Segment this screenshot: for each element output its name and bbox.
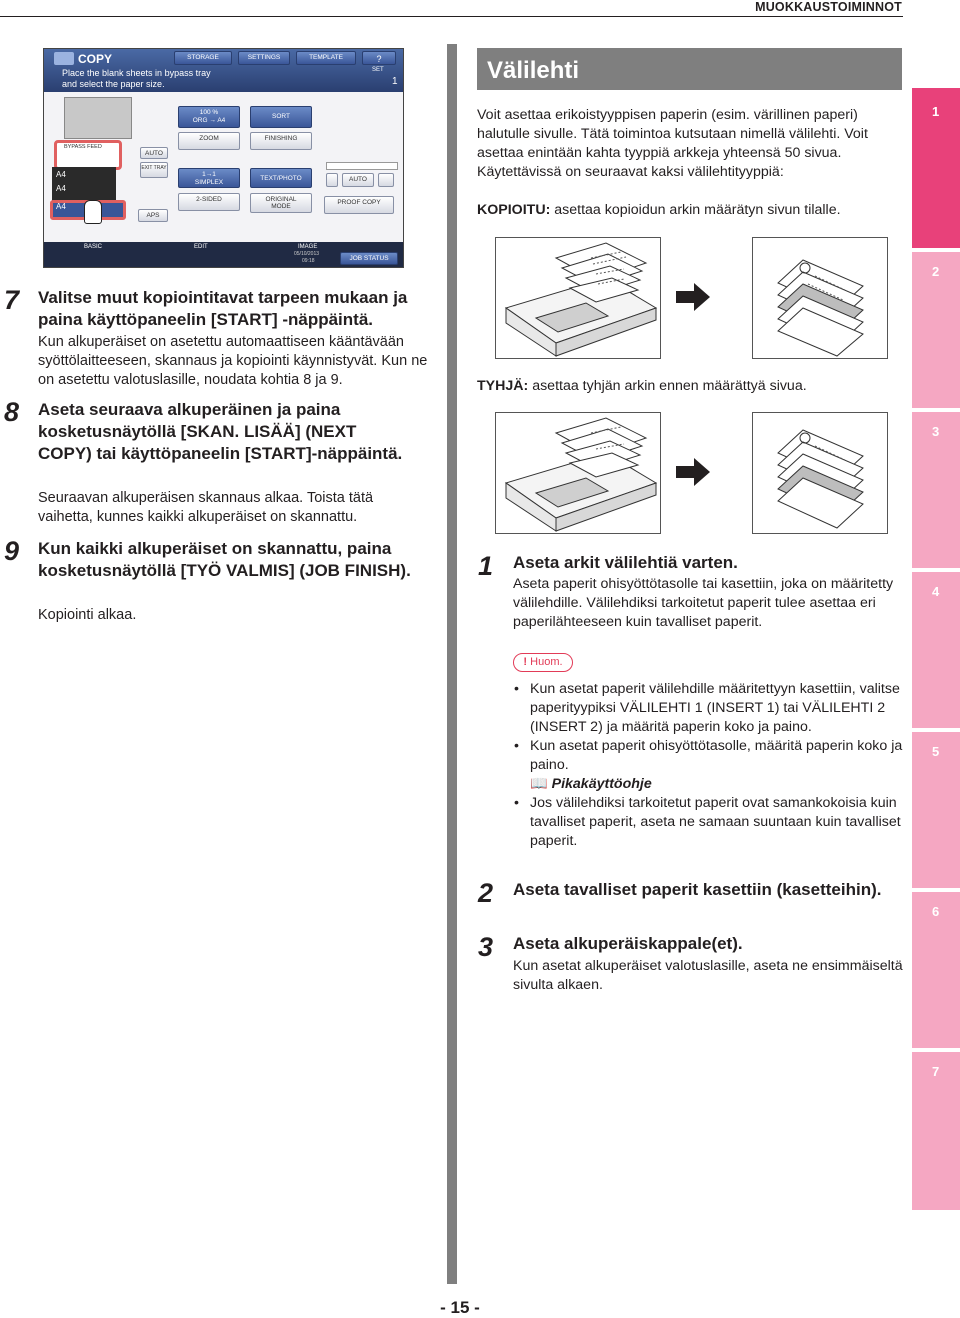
screen-title-bar [44,49,403,92]
step-heading: Kun kaikki alkuperäiset on skannattu, paina kosketusnäytöllä [TYÖ VALMIS] (JOB FINISH). [38,539,411,580]
step-number: 8 [4,397,20,427]
section-title: Välilehti [487,57,580,84]
step-number: 3 [478,932,494,962]
exit-tray-button: EXIT TRAY [140,162,168,178]
screen-bottom-tabs [44,242,403,267]
original-mode-line2: MODE [271,203,291,210]
chapter-tab-label: 6 [932,904,940,919]
step-number: 9 [4,536,20,566]
screen-title: COPY [78,52,113,66]
zoom-percent: 100 % [199,109,219,116]
step-heading: Aseta arkit välilehtiä varten. [513,553,738,572]
aps-button: APS [138,209,168,222]
zoom-button: ZOOM [178,132,240,150]
note-item: • Kun asetat paperit välilehdille määritettyyn kasettiin, valitse paperityypiksi VÄLILEHTI 1 (INSERT 1) tai VÄLILEHTI 2 (INSERT 2) ja määritä paperin koko ja paino. [513,680,905,737]
copier-illustration [496,413,660,533]
job-status-button: JOB STATUS [340,252,398,265]
bypass-label: BYPASS FEED [64,144,102,150]
chapter-tab-label: 3 [932,424,940,439]
sort-button: SORT [250,106,312,128]
proof-copy-button: PROOF COPY [324,196,394,214]
tyhja-text: asettaa tyhjän arkin ennen määrättyä sivua. [532,378,807,394]
step-body: Seuraavan alkuperäisen skannaus alkaa. Toista tätä vaihetta, kunnes kaikki alkuperäiset on skannattu. [38,490,374,525]
screen-panel [44,92,403,242]
chapter-tab-label: 5 [932,744,940,759]
note-item: • Kun asetat paperit ohisyöttötasolle, määritä paperin koko ja paino. [513,737,905,775]
tray-a4-3: A4 [56,202,66,211]
tab-image: IMAGE [298,244,318,250]
copy-icon [54,52,74,65]
hand-pointer-icon [84,200,102,224]
finishing-button: FINISHING [250,132,312,150]
step-number: 1 [478,551,494,581]
zoom-arrow: → [209,116,216,124]
output-stack-illustration [753,238,887,358]
output-stack-illustration [753,413,887,533]
step-heading: Aseta seuraava alkuperäinen ja paina kosketusnäytöllä [SKAN. LISÄÄ] (NEXT COPY) tai käyttöpaneelin [START]-näppäintä. [38,400,403,463]
step-heading: Aseta tavalliset paperit kasettiin (kasetteihin). [513,880,882,899]
tray-a4-1: A4 [56,170,66,179]
copier-illustration [496,238,660,358]
running-header: MUOKKAUSTOIMINNOT [755,0,902,14]
screen-time: 09:18 [302,258,315,264]
warning-icon: ! [523,656,528,668]
tyhja-label: TYHJÄ: [477,378,529,394]
note-badge-label: Huom. [530,656,563,668]
text-photo-button: TEXT/PHOTO [250,168,312,188]
header-rule [0,16,903,17]
output-stack-figure [752,237,888,359]
book-icon: 📖 [530,776,548,792]
step-body: Kun asetat alkuperäiset valotuslasille, aseta ne ensimmäiseltä sivulta alkaen. [513,958,903,993]
density-lighter-button [326,173,338,187]
chapter-tab-5 [912,732,960,888]
note-list [513,680,905,851]
kopioitu-description [477,201,903,220]
chapter-tab-4 [912,572,960,728]
chapter-tab-label: 7 [932,1064,940,1079]
help-button: ? [362,51,396,65]
chapter-tab-label: 4 [932,584,940,599]
output-stack-with-blank-figure [752,412,888,534]
template-button: TEMPLATE [296,51,356,65]
auto-density-button: AUTO [342,173,374,187]
zoom-a4: A4 [217,116,226,124]
set-label: SET [372,67,384,73]
kopioitu-text: asettaa kopioidun arkin määrätyn sivun tilalle. [554,202,841,218]
zoom-ratio-display [178,106,240,128]
screen-message: and select the paper size. [62,79,165,89]
arrow-right-icon [676,283,710,311]
tab-edit: EDIT [194,244,208,250]
density-scale [326,162,398,170]
copier-icon [64,97,132,139]
tab-basic: BASIC [84,244,103,250]
original-mode-button [250,193,312,213]
chapter-tab-6 [912,892,960,1048]
storage-button: STORAGE [174,51,232,65]
two-sided-button: 2-SIDED [178,193,240,211]
step-heading: Valitse muut kopiointitavat tarpeen mukaan ja paina käyttöpaneelin [START] -näppäintä. [38,288,408,329]
simplex-button [178,168,240,188]
simplex-mode: 1→1 [202,171,216,178]
copier-with-blank-sheet-figure [495,412,661,534]
arrow-right-icon [676,458,710,486]
zoom-org: ORG [192,116,208,124]
step-number: 7 [4,285,20,315]
step-body: Kun alkuperäiset on asetettu automaattiseen kääntävään syöttölaitteeseen, skannaus ja kopiointi käynnistyvät. Kun ne on asetettu valotuslasille, noudata kohtia 8 ja 9. [38,334,428,388]
screen-message: Place the blank sheets in bypass tray [62,68,211,78]
reference-label: Pikakäyttöohje [551,776,652,792]
column-divider [447,44,457,1284]
chapter-tab-label: 2 [932,264,940,279]
tray-a4-2: A4 [56,184,66,193]
copier-touchscreen-figure [43,48,404,268]
note-badge [513,653,573,672]
step-body: Kopiointi alkaa. [38,607,137,623]
note-item: • Jos välilehdiksi tarkoitetut paperit ovat samankokoisia kuin tavalliset paperit, aseta ne samaan suuntaan kuin tavalliset paperit. [513,794,905,851]
settings-button: SETTINGS [238,51,290,65]
auto-button: AUTO [140,147,168,159]
chapter-tab-7 [912,1052,960,1210]
copier-with-originals-figure [495,237,661,359]
tyhja-description [477,377,903,396]
simplex-label: SIMPLEX [194,178,224,186]
page-number: - 15 - [440,1298,480,1317]
set-value: 1 [392,76,398,87]
reference-link[interactable] [513,775,905,794]
section-intro: Voit asettaa erikoistyyppisen paperin (esim. värillinen paperi) halutulle sivulle. Tätä toimintoa kutsutaan nimellä välilehti. Voit asettaa enintään kahta tyyppiä arkkeja yhteensä 50 sivua. Käytettävissä on seuraavat kaksi välilehtityyppiä: [477,107,868,180]
chapter-tab-2 [912,252,960,408]
density-darker-button [378,173,394,187]
step-body: Aseta paperit ohisyöttötasolle tai kasettiin, joka on määritetty välilehdille. Välilehdiksi tarkoitetut paperit tulee asettaa eri paperilähteeseen kuin tavalliset paperit. [513,576,894,630]
step-number: 2 [478,878,494,908]
kopioitu-label: KOPIOITU: [477,202,551,218]
screen-date: 05/10/2013 [294,251,320,257]
original-mode-line1: ORIGINAL [265,196,297,203]
step-heading: Aseta alkuperäiskappale(et). [513,934,743,953]
chapter-tab-1 [912,88,960,248]
section-title-bar [477,48,902,90]
chapter-tab-label: 1 [932,104,940,119]
chapter-tab-3 [912,412,960,568]
